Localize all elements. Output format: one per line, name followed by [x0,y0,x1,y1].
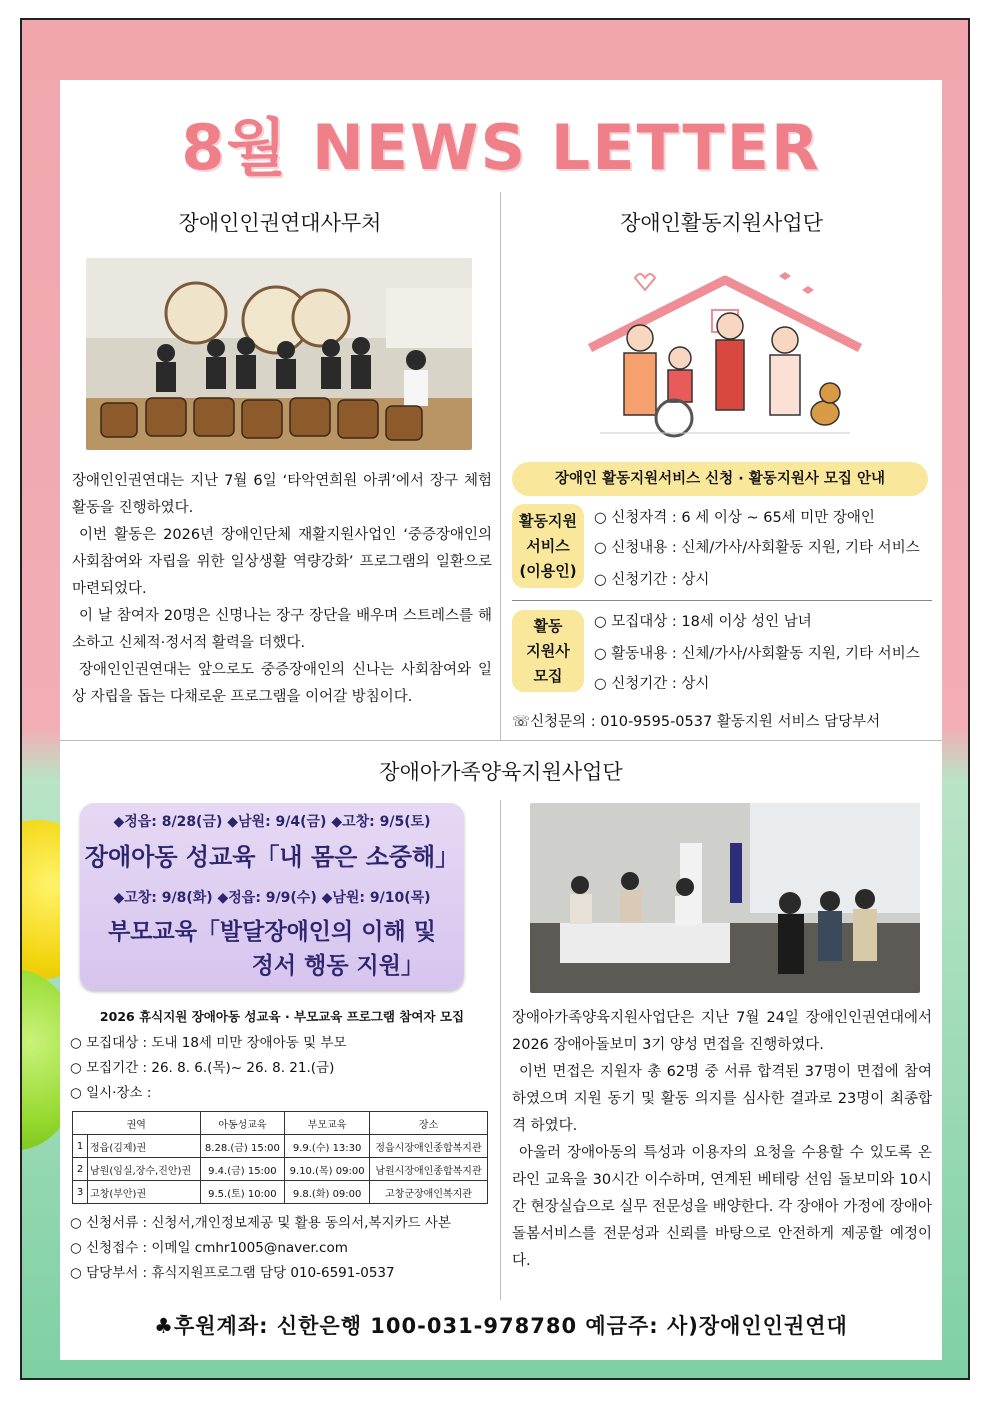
table-cell: 남원(임실,장수,진안)권 [88,1158,201,1181]
table-cell: 남원시장애인종합복지관 [369,1158,487,1181]
table-header-row [73,1112,488,1135]
table-header: 아동성교육 [200,1112,285,1135]
activity-separator [512,600,932,601]
program-item: ○ 일시·장소 : [70,1085,152,1101]
label-line: 지원사 [526,641,570,660]
table-header: 권역 [73,1112,201,1135]
column-divider-bottom [500,800,501,1300]
newsletter-sheet [60,80,942,1360]
recruit-item: ○ 신청기간 : 상시 [594,676,710,692]
program-item: ○ 모집대상 : 도내 18세 미만 장애아동 및 부모 [70,1035,347,1051]
program-item: ○ 신청서류 : 신청서,개인정보제공 및 활용 동의서,복지카드 사본 [70,1215,451,1231]
family-paragraph: 장애아가족양육지원사업단은 지난 7월 24일 장애인인권연대에서 2026 장애아돌보미 3기 양성 면접을 진행하였다. [512,1010,932,1053]
rights-paragraph: 장애인인권연대는 지난 7월 6일 ‘타악연희원 아퀴’에서 장구 체험 활동을 진행하였다. [72,473,492,516]
section-title-rights: 장애인인권연대사무처 [178,211,382,235]
table-row [73,1135,488,1158]
education-banner [80,803,464,990]
banner-dates-2: ◆고창: 9/8(화) ◆정읍: 9/9(수) ◆남원: 9/10(목) [113,890,431,906]
house-family-illustration [580,258,870,450]
table-cell: 9.5.(토) 10:00 [200,1181,285,1204]
rights-paragraph: 이번 활동은 2026년 장애인단체 재활지원사업인 ‘중증장애인의 사회참여와 자립을 위한 일상생활 역량강화’ 프로그램의 일환으로 마련되었다. [72,527,492,597]
table-cell: 9.8.(화) 09:00 [285,1181,370,1204]
family-paragraph: 아울러 장애아동의 특성과 이용자의 요청을 수용할 수 있도록 온라인 교육을 30시간 이수하며, 연계된 베테랑 선임 돌보미와 10시간 현장실습으로 실무 전문성을 배양한다. 각 장애아 가정에 장애아돌봄서비스를 전문성과 신뢰를 바탕으로 안전하게 제공할 예정이다. [512,1145,932,1269]
table-header: 부모교육 [285,1112,370,1135]
newsletter-title: 8월 NEWS LETTER [181,111,821,184]
program-item: ○ 모집기간 : 26. 8. 6.(목)~ 26. 8. 21.(금) [70,1060,335,1076]
label-line: 활동 [533,616,563,635]
label-line: 서비스 [526,536,570,555]
service-item: ○ 신청내용 : 신체/가사/사회활동 지원, 기타 서비스 [594,540,920,556]
table-cell: 2 [73,1158,88,1181]
table-cell: 3 [73,1181,88,1204]
program-title: 2026 휴식지원 장애아동 성교육 · 부모교육 프로그램 참여자 모집 [99,1009,465,1024]
family-paragraph: 이번 면접은 지원자 총 62명 중 서류 합격된 37명이 면접에 참여하였으며 지원 동기 및 활동 의지를 심사한 결과로 23명이 최종합격 하였다. [512,1064,932,1134]
activity-contact: ☏신청문의 : 010-9595-0537 활동지원 서비스 담당부서 [512,714,881,730]
caregiver-recruit-label [512,610,584,692]
interview-photo [530,803,920,993]
table-row [73,1158,488,1181]
table-cell: 9.4.(금) 15:00 [200,1158,285,1181]
table-cell: 1 [73,1135,88,1158]
table-cell: 고창군장애인복지관 [369,1181,487,1204]
family-article [512,1005,932,1275]
banner-parent-education: 부모교육「발달장애인의 이해 및 [108,919,436,945]
service-item: ○ 신청기간 : 상시 [594,572,710,588]
table-cell: 고창(부안)권 [88,1181,201,1204]
recruit-item: ○ 활동내용 : 신체/가사/사회활동 지원, 기타 서비스 [594,646,920,662]
program-item: ○ 담당부서 : 휴식지원프로그램 담당 010-6591-0537 [70,1265,395,1281]
service-item: ○ 신청자격 : 6 세 이상 ~ 65세 미만 장애인 [594,510,875,526]
banner-sex-education: 장애아동 성교육「내 몸은 소중해」 [84,843,460,871]
column-divider [500,192,501,740]
banner-dates-1: ◆정읍: 8/28(금) ◆남원: 9/4(금) ◆고창: 9/5(토) [113,814,431,830]
rights-paragraph: 이 날 참여자 20명은 신명나는 장구 장단을 배우며 스트레스를 해소하고 신체적·정서적 활력을 더했다. [72,608,492,651]
service-user-label [512,504,584,588]
drum-activity-photo [86,258,472,450]
schedule-table [72,1111,488,1204]
donation-account-footer: ♣후원계좌: 신한은행 100-031-978780 예금주: 사)장애인인권연대 [154,1314,848,1338]
label-line: 모집 [533,666,563,685]
table-cell: 8.28.(금) 15:00 [200,1135,285,1158]
label-line: (이용인) [519,561,577,580]
label-line: 활동지원 [519,511,577,530]
banner-parent-education-2: 정서 행동 지원」 [251,953,424,979]
rights-paragraph: 장애인인권연대는 앞으로도 중증장애인의 신나는 사회참여와 일상 자립을 돕는 다채로운 프로그램을 이어갈 방침이다. [72,662,492,705]
recruit-item: ○ 모집대상 : 18세 이상 성인 남녀 [594,614,812,630]
program-item: ○ 신청접수 : 이메일 cmhr1005@naver.com [70,1240,348,1256]
table-cell: 9.10.(목) 09:00 [285,1158,370,1181]
table-cell: 정읍(김제)권 [88,1135,201,1158]
page-frame [20,18,970,1380]
section-title-family: 장애아가족양육지원사업단 [379,760,623,784]
table-cell: 정읍시장애인종합복지관 [369,1135,487,1158]
table-header: 장소 [369,1112,487,1135]
table-cell: 9.9.(수) 13:30 [285,1135,370,1158]
rights-article [72,468,492,711]
activity-notice-title: 장애인 활동지원서비스 신청 · 활동지원사 모집 안내 [512,462,928,496]
section-divider [60,740,942,741]
section-title-activity: 장애인활동지원사업단 [620,211,823,235]
table-row [73,1181,488,1204]
